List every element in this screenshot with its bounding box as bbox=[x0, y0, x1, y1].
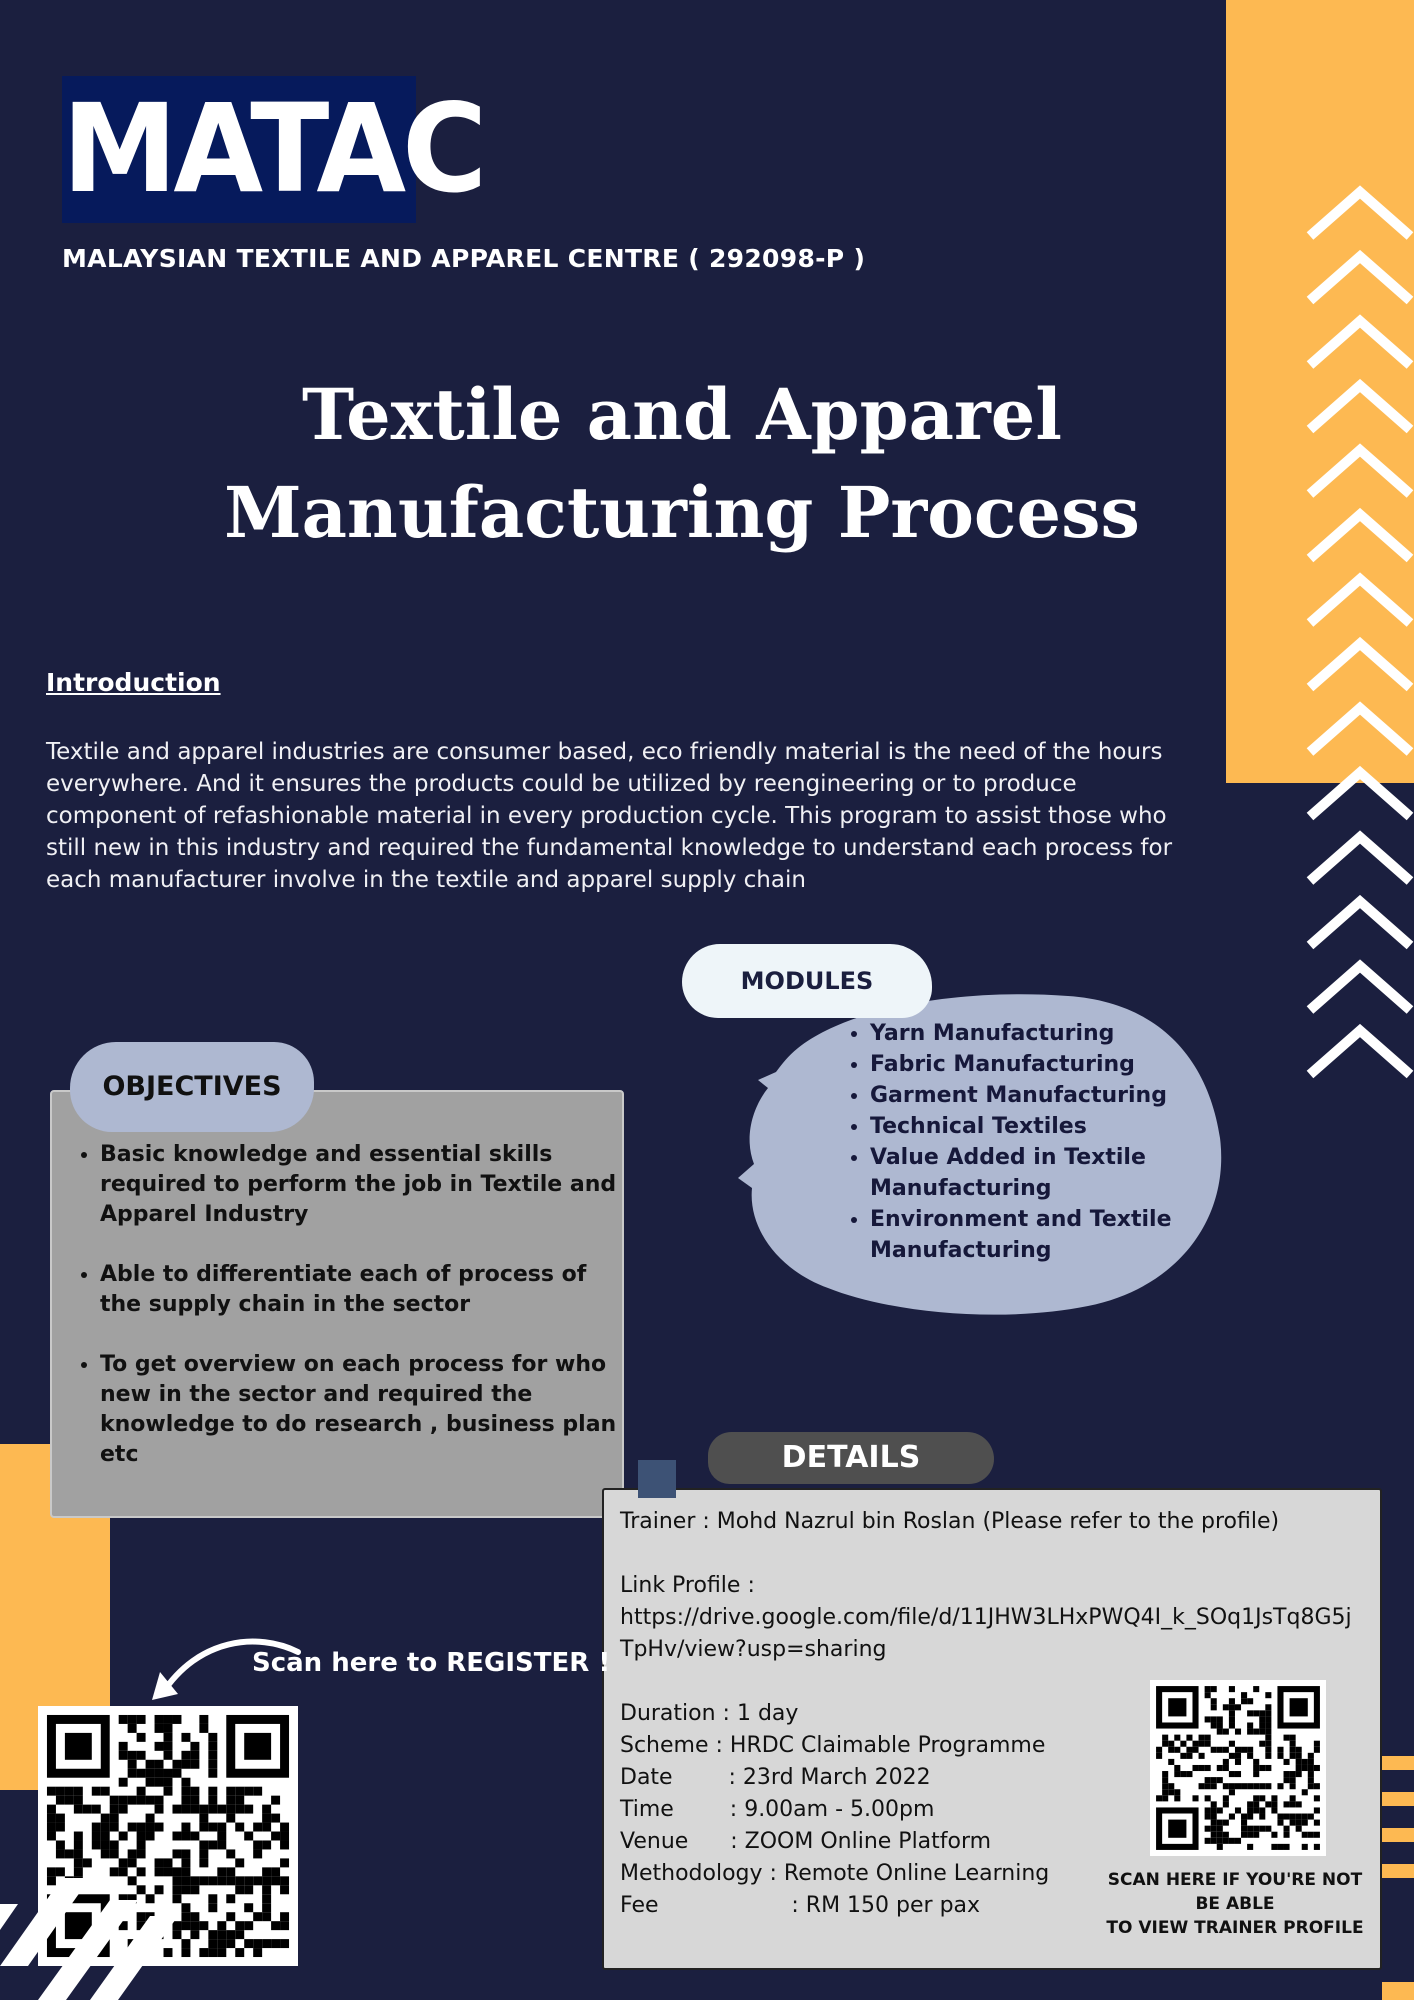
chevron-up-icon bbox=[1310, 708, 1410, 752]
list-item: • Yarn Manufacturing bbox=[870, 1018, 1230, 1049]
logo-text: MATAC bbox=[62, 78, 484, 221]
chevron-up-icon bbox=[1310, 644, 1410, 688]
list-item: • Basic knowledge and essential skills required to perform the job in Textile and Apparel Industry bbox=[100, 1140, 630, 1230]
list-item: • Fabric Manufacturing bbox=[870, 1049, 1230, 1080]
objectives-heading: OBJECTIVES bbox=[102, 1071, 282, 1102]
list-item: • Able to differentiate each of process of the supply chain in the sector bbox=[100, 1260, 630, 1320]
chevron-up-icon bbox=[1310, 386, 1410, 430]
methodology-line: Methodology : Remote Online Learning bbox=[620, 1861, 1050, 1886]
fee-line: Fee : RM 150 per pax bbox=[620, 1893, 981, 1918]
chevron-up-icon bbox=[1310, 257, 1410, 301]
details-heading: DETAILS bbox=[781, 1440, 921, 1475]
introduction-body: Textile and apparel industries are consumer based, eco friendly material is the need of the hours everywhere. And it ensures the products could be utilized by reengineering or to produce component of refashionable material in every production cycle. This program to assist those who still new in this industry and required the fundamental knowledge to understand each process for each manufacturer involve in the textile and apparel supply chain bbox=[46, 739, 1173, 893]
venue-line: Venue : ZOOM Online Platform bbox=[620, 1829, 992, 1854]
list-item: • Garment Manufacturing bbox=[870, 1080, 1230, 1111]
page-title bbox=[150, 366, 1214, 562]
list-item: • Technical Textiles bbox=[870, 1111, 1230, 1142]
organization-name: MALAYSIAN TEXTILE AND APPAREL CENTRE ( 292098-P ) bbox=[62, 244, 866, 273]
introduction-heading: Introduction bbox=[46, 668, 221, 697]
chevron-up-icon bbox=[1310, 1031, 1410, 1075]
trainer-qr-code-icon[interactable] bbox=[1150, 1680, 1326, 1856]
scheme-line: Scheme : HRDC Claimable Programme bbox=[620, 1733, 1046, 1758]
trainer-line: Trainer : Mohd Nazrul bin Roslan (Please refer to the profile) bbox=[620, 1509, 1280, 1534]
date-line: Date : 23rd March 2022 bbox=[620, 1765, 931, 1790]
details-tab-accent bbox=[638, 1460, 676, 1498]
chevron-up-icon bbox=[1310, 450, 1410, 494]
time-line: Time : 9.00am - 5.00pm bbox=[620, 1797, 935, 1822]
bottom-right-stripes bbox=[1382, 1756, 1414, 2000]
chevron-up-icon bbox=[1310, 192, 1410, 236]
chevron-up-icon bbox=[1310, 966, 1410, 1010]
modules-list bbox=[838, 1018, 1230, 1266]
chevron-up-icon bbox=[1310, 837, 1410, 881]
trainer-profile-link-cont[interactable]: TpHv/view?usp=sharing bbox=[620, 1637, 887, 1662]
chevron-up-icon bbox=[1310, 515, 1410, 559]
chevron-up-icon bbox=[1310, 579, 1410, 623]
title-line-2: Manufacturing Process bbox=[224, 471, 1140, 554]
modules-heading: MODULES bbox=[740, 967, 874, 995]
caption-line: BE ABLE bbox=[1195, 1894, 1275, 1914]
title-line-1: Textile and Apparel bbox=[302, 373, 1062, 456]
link-label: Link Profile : bbox=[620, 1573, 755, 1598]
chevron-up-icon bbox=[1310, 773, 1410, 817]
objectives-list bbox=[68, 1140, 630, 1500]
duration-line: Duration : 1 day bbox=[620, 1701, 799, 1726]
caption-line: TO VIEW TRAINER PROFILE bbox=[1106, 1918, 1364, 1938]
chevron-up-icon bbox=[1310, 321, 1410, 365]
list-item: • Value Added in Textile Manufacturing bbox=[870, 1142, 1230, 1204]
trainer-qr-caption bbox=[1104, 1868, 1366, 1940]
chevron-up-icon bbox=[1310, 902, 1410, 946]
list-item: • To get overview on each process for who new in the sector and required the knowledge to do research , business plan etc bbox=[100, 1350, 630, 1470]
chevron-up-icon bbox=[1306, 180, 1414, 1100]
list-item: • Environment and Textile Manufacturing bbox=[870, 1204, 1230, 1266]
bottom-left-stripes bbox=[0, 1870, 280, 2000]
caption-line: SCAN HERE IF YOU'RE NOT bbox=[1107, 1870, 1363, 1890]
trainer-profile-link[interactable]: https://drive.google.com/file/d/11JHW3LHxPWQ4I_k_SOq1JsTq8G5j bbox=[620, 1605, 1352, 1630]
register-scan-label: Scan here to REGISTER ! bbox=[252, 1648, 611, 1678]
